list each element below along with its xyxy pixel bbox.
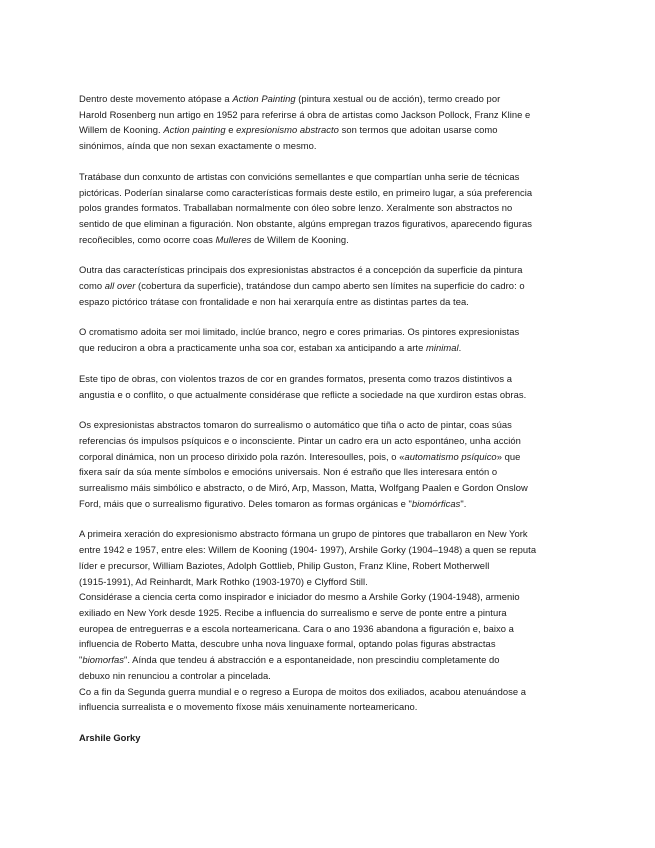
paragraph xyxy=(79,324,599,355)
text-line: que reduciron a obra a practicamente unha soa cor, estaban xa anticipando a arte minimal. xyxy=(79,342,462,354)
paragraph xyxy=(79,371,599,402)
text-line: referencias ós impulsos psíquicos e o inconsciente. Pintar un cadro era un acto espontáneo, unha acción xyxy=(79,434,521,446)
text-line: debuxo nin renunciou a controlar a pincelada. xyxy=(79,669,271,681)
text-line: Tratábase dun conxunto de artistas con convicións semellantes e que compartían unha serie de técnicas xyxy=(79,170,520,182)
text-line: Dentro deste movemento atópase a Action Painting (pintura xestual ou de acción), termo creado por xyxy=(79,93,501,104)
text-line: Ford, máis que o surrealismo figurativo. Deles tomaron as formas orgánicas e "biomórficas". xyxy=(79,497,467,509)
text-line: sinónimos, aínda que non sexan exactamente o mesmo. xyxy=(79,140,317,152)
italic-term: all over xyxy=(104,280,136,292)
text-line: Os expresionistas abstractos tomaron do surrealismo o automático que tiña o acto de pintar, coas súas xyxy=(79,419,512,431)
section-heading: Arshile Gorky xyxy=(79,731,141,743)
paragraph xyxy=(79,169,599,248)
text-line: sentido de que eliminan a figuración. Non obstante, algúns empregan trazos figurativos, aparecendo figuras xyxy=(79,217,532,229)
text-line: líder e precursor, William Baziotes, Adolph Gottlieb, Philip Guston, Franz Kline, Robert Motherwell xyxy=(79,559,490,571)
italic-term: Action Painting xyxy=(232,93,296,104)
text-line: (1915-1991), Ad Reinhardt, Mark Rothko (1903-1970) e Clyfford Still. xyxy=(79,575,368,587)
text-line: recoñecibles, como ocorre coas Mulleres de Willem de Kooning. xyxy=(79,233,349,245)
text-line: como all over (cobertura da superficie), tratándose dun campo aberto sen límites na superficie do cadro: o xyxy=(79,280,525,292)
text-line: A primeira xeración do expresionismo abstracto fórmana un grupo de pintores que traballaron en New York xyxy=(79,528,528,540)
text-line: polos grandes formatos. Traballaban normalmente con óleo sobre lenzo. Xeralmente son abstractos no xyxy=(79,202,513,214)
text-line: espazo pictórico trátase con frontalidade e non hai xerarquía entre as distintas partes da tea. xyxy=(79,295,469,307)
paragraph xyxy=(79,526,599,714)
text-line: corporal dinámica, non un proceso dirixido pola razón. Interesoulles, pois, o «automatismo psíquico» que xyxy=(79,450,521,462)
italic-term: Mulleres xyxy=(215,233,252,245)
text-line: Harold Rosenberg nun artigo en 1952 para referirse á obra de artistas como Jackson Pollock, Franz Kline e xyxy=(79,108,531,120)
text-line: pictóricas. Poderían sinalarse como características formais deste estilo, en primeiro lugar, a súa preferencia xyxy=(79,186,533,198)
text-line: influencia de Roberto Matta, descubre unha nova linguaxe formal, optando polas figuras abstractas xyxy=(79,638,496,650)
text-line: O cromatismo adoita ser moi limitado, inclúe branco, negro e cores primarias. Os pintores expresionistas xyxy=(79,326,520,338)
italic-term: automatismo psíquico xyxy=(404,450,497,462)
text-line: angustia e o conflito, o que actualmente considérase que reflicte a sociedade na que xurdiron estas obras. xyxy=(79,388,527,400)
paragraph xyxy=(79,262,599,309)
text-line: Outra das características principais dos expresionistas abstractos é a concepción da superficie da pintura xyxy=(79,264,523,276)
italic-term: Action painting xyxy=(163,124,226,136)
text-line: "biomorfas". Aínda que tendeu á abstracción e a espontaneidade, non prescindiu completamente do xyxy=(79,654,500,666)
text-line: europea de entreguerras e a escola norteamericana. Cara o ano 1936 abandona a figuración e, baixo a xyxy=(79,622,514,634)
text-line: exiliado en New York desde 1925. Recibe a influencia do surrealismo e serve de ponte entre a pintura xyxy=(79,606,507,618)
italic-term: biomórficas xyxy=(411,497,461,509)
text-line: Co a fin da Segunda guerra mundial e o regreso a Europa de moitos dos exiliados, acabou atenuándose a xyxy=(79,685,527,697)
text-line: Willem de Kooning. Action painting e expresionismo abstracto son termos que adoitan usarse como xyxy=(79,124,498,136)
italic-term: expresionismo abstracto xyxy=(236,124,339,136)
text-line: Considérase a ciencia certa como inspirador e iniciador do mesmo a Arshile Gorky (1904-1948), armenio xyxy=(79,591,520,603)
text-line: Este tipo de obras, con violentos trazos de cor en grandes formatos, presenta como trazos distintivos a xyxy=(79,372,512,384)
paragraph xyxy=(79,91,599,154)
italic-term: biomorfas xyxy=(82,654,125,666)
paragraph xyxy=(79,417,599,511)
italic-term: minimal xyxy=(425,342,459,354)
text-line: influencia surrealista e o movemento fíxose máis xenuinamente norteamericano. xyxy=(79,701,418,713)
text-line: entre 1942 e 1957, entre eles: Willem de Kooning (1904- 1997), Arshile Gorky (1904–1948) a quen se reputa xyxy=(79,544,537,556)
document-body xyxy=(79,91,655,715)
text-line: fixera saír da súa mente símbolos e emocións universais. Non é estraño que lles interesara entón o xyxy=(79,466,498,478)
text-line: surrealismo máis simbólico e abstracto, o de Miró, Arp, Masson, Matta, Wolfgang Paalen e Gordon Onslow xyxy=(79,482,528,494)
